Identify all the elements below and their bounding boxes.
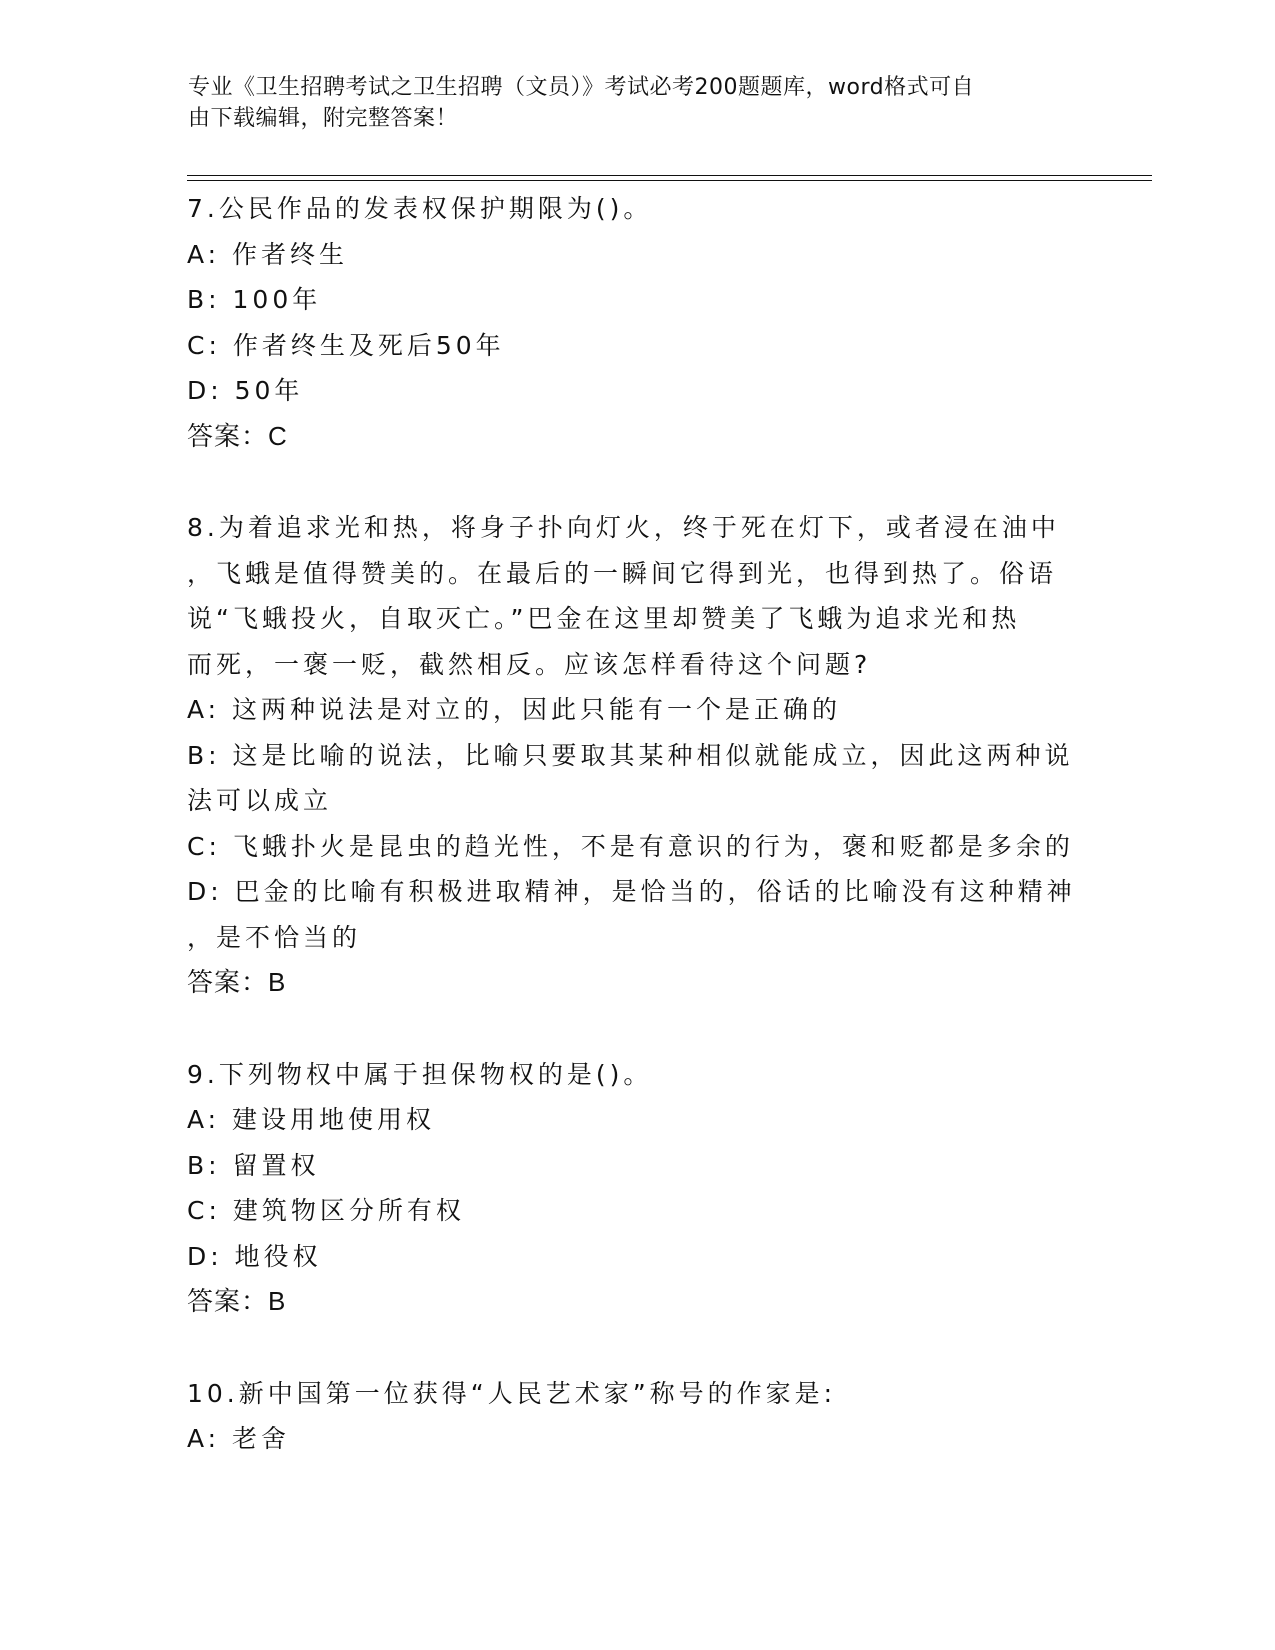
option-d: D: 巴金的比喻有积极进取精神，是恰当的，俗话的比喻没有这种精神 (187, 877, 1076, 906)
question-stem: 10.新中国第一位获得“人民艺术家”称号的作家是: (187, 1378, 837, 1408)
question-9 (187, 1052, 1077, 1325)
option-d-continued: ，是不恰当的 (187, 922, 362, 952)
question-stem: 而死，一褒一贬，截然相反。应该怎样看待这个问题? (187, 649, 872, 679)
option-b: B: 100年 (187, 285, 322, 314)
header-divider-top (187, 175, 1152, 176)
option-a: A: 这两种说法是对立的，因此只能有一个是正确的 (187, 695, 842, 724)
question-stem: ，飞蛾是值得赞美的。在最后的一瞬间它得到光，也得到热了。俗语 (187, 558, 1058, 588)
question-stem: 说“飞蛾投火，自取灭亡。”巴金在这里却赞美了飞蛾为追求光和热 (187, 604, 1021, 633)
answer: 答案：B (187, 967, 287, 997)
option-a: A: 作者终生 (187, 239, 349, 269)
header-divider-bottom (187, 180, 1152, 181)
option-b-continued: 法可以成立 (187, 786, 333, 815)
question-7 (187, 186, 1077, 459)
option-b: B: 留置权 (187, 1150, 320, 1180)
option-a: A: 老舍 (187, 1424, 291, 1453)
option-c: C: 飞蛾扑火是昆虫的趋光性，不是有意识的行为，褒和贬都是多余的 (187, 831, 1074, 861)
question-stem: 7.公民作品的发表权保护期限为()。 (187, 194, 653, 223)
question-stem: 8.为着追求光和热，将身子扑向灯火，终于死在灯下，或者浸在油中 (187, 513, 1060, 542)
question-8 (187, 505, 1077, 1006)
option-a: A: 建设用地使用权 (187, 1105, 436, 1134)
spacer (187, 1325, 1077, 1371)
question-stem: 9.下列物权中属于担保物权的是()。 (187, 1059, 653, 1089)
answer: 答案：B (187, 1286, 287, 1316)
spacer (187, 459, 1077, 505)
option-c: C: 建筑物区分所有权 (187, 1196, 465, 1225)
spacer (187, 1006, 1077, 1052)
option-c: C: 作者终生及死后50年 (187, 330, 505, 360)
option-d: D: 50年 (187, 376, 304, 405)
question-list (187, 186, 1077, 1462)
header-line-1: 专业《卫生招聘考试之卫生招聘（文员）》考试必考200题题库，word格式可自 (188, 75, 975, 100)
header-line-2: 由下载编辑，附完整答案！ (188, 106, 459, 131)
option-b: B: 这是比喻的说法，比喻只要取其某种相似就能成立，因此这两种说 (187, 740, 1074, 770)
answer: 答案：C (187, 420, 288, 451)
document-header (188, 72, 1078, 134)
question-10 (187, 1371, 1077, 1462)
option-d: D: 地役权 (187, 1241, 322, 1271)
